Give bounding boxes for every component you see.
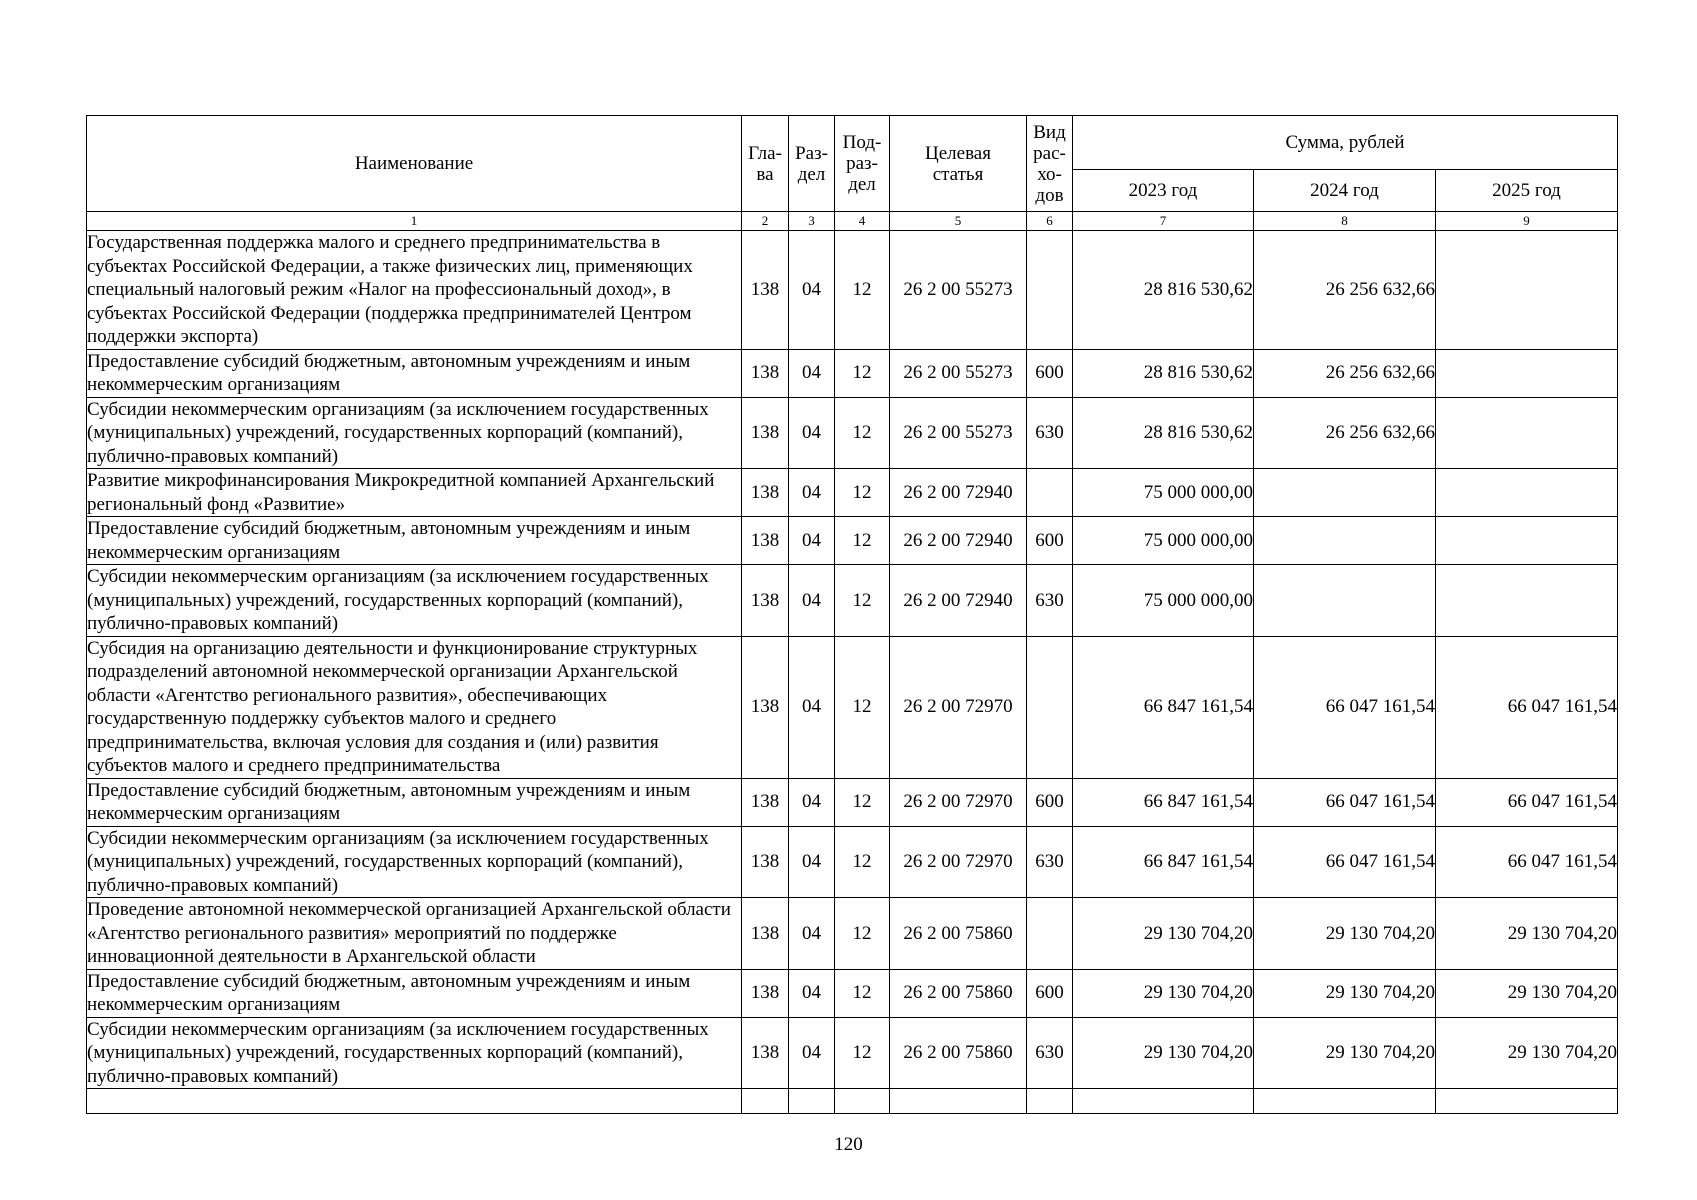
row-podrazdel: 12	[835, 517, 890, 565]
row-tselevaya-statya: 26 2 00 72970	[890, 778, 1027, 826]
row-glava: 138	[742, 1017, 789, 1089]
row-vid-raskhodov: 630	[1027, 1017, 1073, 1089]
row-tselevaya-statya: 26 2 00 75860	[890, 969, 1027, 1017]
row-glava: 138	[742, 565, 789, 637]
row-podrazdel: 12	[835, 826, 890, 898]
row-glava: 138	[742, 469, 789, 517]
row-sum-2025: 66 047 161,54	[1436, 826, 1618, 898]
row-razdel: 04	[789, 565, 835, 637]
col-number: 8	[1254, 212, 1436, 231]
row-glava: 138	[742, 517, 789, 565]
row-podrazdel: 12	[835, 636, 890, 778]
row-sum-2024: 66 047 161,54	[1254, 636, 1436, 778]
table-header	[87, 116, 1618, 212]
col-number: 3	[789, 212, 835, 231]
table-row	[87, 826, 1618, 898]
table-row	[87, 969, 1618, 1017]
row-glava: 138	[742, 636, 789, 778]
row-tselevaya-statya: 26 2 00 72940	[890, 565, 1027, 637]
empty-cell	[1436, 1089, 1618, 1114]
row-razdel: 04	[789, 469, 835, 517]
row-sum-2024: 66 047 161,54	[1254, 826, 1436, 898]
row-sum-2024	[1254, 565, 1436, 637]
header-name: Наименование	[87, 116, 742, 212]
row-vid-raskhodov	[1027, 636, 1073, 778]
empty-cell	[1254, 1089, 1436, 1114]
row-name: Субсидии некоммерческим организациям (за исключением государственных (муниципальных) учреждений, государственных корпораций (компаний), публично-правовых компаний)	[87, 1017, 742, 1089]
table-body	[87, 212, 1618, 1114]
row-sum-2024	[1254, 517, 1436, 565]
row-name: Субсидии некоммерческим организациям (за исключением государственных (муниципальных) учреждений, государственных корпораций (компаний), публично-правовых компаний)	[87, 397, 742, 469]
header-year-2025: 2025 год	[1436, 170, 1618, 212]
row-sum-2025	[1436, 349, 1618, 397]
budget-table	[86, 115, 1618, 1114]
empty-cell	[1027, 1089, 1073, 1114]
row-vid-raskhodov: 630	[1027, 565, 1073, 637]
row-tselevaya-statya: 26 2 00 72970	[890, 636, 1027, 778]
row-sum-2025	[1436, 517, 1618, 565]
col-number: 4	[835, 212, 890, 231]
row-sum-2023: 28 816 530,62	[1073, 231, 1254, 350]
row-podrazdel: 12	[835, 469, 890, 517]
row-razdel: 04	[789, 231, 835, 350]
page-number: 120	[834, 1134, 863, 1155]
empty-cell	[87, 1089, 742, 1114]
row-sum-2025	[1436, 565, 1618, 637]
row-podrazdel: 12	[835, 397, 890, 469]
empty-cell	[789, 1089, 835, 1114]
row-tselevaya-statya: 26 2 00 75860	[890, 1017, 1027, 1089]
empty-cell	[742, 1089, 789, 1114]
row-sum-2025	[1436, 397, 1618, 469]
row-razdel: 04	[789, 349, 835, 397]
row-sum-2023: 75 000 000,00	[1073, 517, 1254, 565]
row-sum-2024: 26 256 632,66	[1254, 231, 1436, 350]
row-glava: 138	[742, 397, 789, 469]
table-row	[87, 1017, 1618, 1089]
row-name: Проведение автономной некоммерческой организацией Архангельской области «Агентство регионального развития» мероприятий по поддержке инновационной деятельности в Архангельской области	[87, 898, 742, 970]
row-sum-2023: 66 847 161,54	[1073, 636, 1254, 778]
table-row	[87, 469, 1618, 517]
table-row	[87, 778, 1618, 826]
row-sum-2023: 75 000 000,00	[1073, 469, 1254, 517]
col-number: 5	[890, 212, 1027, 231]
row-glava: 138	[742, 778, 789, 826]
col-number: 2	[742, 212, 789, 231]
row-name: Предоставление субсидий бюджетным, автономным учреждениям и иным некоммерческим организациям	[87, 969, 742, 1017]
row-sum-2024	[1254, 469, 1436, 517]
header-glava: Гла- ва	[742, 116, 789, 212]
row-glava: 138	[742, 898, 789, 970]
row-podrazdel: 12	[835, 349, 890, 397]
row-vid-raskhodov	[1027, 469, 1073, 517]
row-sum-2023: 28 816 530,62	[1073, 349, 1254, 397]
row-tselevaya-statya: 26 2 00 72970	[890, 826, 1027, 898]
row-tselevaya-statya: 26 2 00 72940	[890, 469, 1027, 517]
row-razdel: 04	[789, 969, 835, 1017]
row-glava: 138	[742, 969, 789, 1017]
row-sum-2024: 29 130 704,20	[1254, 1017, 1436, 1089]
header-vid: Вид рас- хо- дов	[1027, 116, 1073, 212]
col-number: 1	[87, 212, 742, 231]
row-vid-raskhodov: 600	[1027, 349, 1073, 397]
header-razdel: Раз- дел	[789, 116, 835, 212]
row-name: Субсидии некоммерческим организациям (за исключением государственных (муниципальных) учреждений, государственных корпораций (компаний), публично-правовых компаний)	[87, 826, 742, 898]
row-vid-raskhodov: 600	[1027, 778, 1073, 826]
row-sum-2024: 26 256 632,66	[1254, 349, 1436, 397]
table-row	[87, 898, 1618, 970]
empty-cell	[1073, 1089, 1254, 1114]
row-glava: 138	[742, 826, 789, 898]
column-number-row	[87, 212, 1618, 231]
row-sum-2023: 28 816 530,62	[1073, 397, 1254, 469]
table-row	[87, 231, 1618, 350]
row-sum-2025: 66 047 161,54	[1436, 778, 1618, 826]
row-sum-2025: 29 130 704,20	[1436, 1017, 1618, 1089]
row-podrazdel: 12	[835, 778, 890, 826]
col-number: 9	[1436, 212, 1618, 231]
row-name: Государственная поддержка малого и среднего предпринимательства в субъектах Российской Федерации, а также физических лиц, применяющих специальный налоговый режим «Налог на профессиональный доход», в субъектах Российской Федерации (поддержка предпринимателей Центром поддержки экспорта)	[87, 231, 742, 350]
row-sum-2024: 29 130 704,20	[1254, 898, 1436, 970]
table-row	[87, 397, 1618, 469]
row-razdel: 04	[789, 397, 835, 469]
row-name: Предоставление субсидий бюджетным, автономным учреждениям и иным некоммерческим организациям	[87, 349, 742, 397]
table-row-empty	[87, 1089, 1618, 1114]
row-sum-2025: 29 130 704,20	[1436, 898, 1618, 970]
row-sum-2024: 26 256 632,66	[1254, 397, 1436, 469]
header-summa: Сумма, рублей	[1073, 116, 1618, 170]
row-sum-2023: 66 847 161,54	[1073, 778, 1254, 826]
row-podrazdel: 12	[835, 1017, 890, 1089]
row-podrazdel: 12	[835, 231, 890, 350]
row-tselevaya-statya: 26 2 00 55273	[890, 349, 1027, 397]
row-sum-2024: 66 047 161,54	[1254, 778, 1436, 826]
row-razdel: 04	[789, 636, 835, 778]
header-year-2023: 2023 год	[1073, 170, 1254, 212]
row-tselevaya-statya: 26 2 00 55273	[890, 231, 1027, 350]
row-vid-raskhodov	[1027, 231, 1073, 350]
table-row	[87, 517, 1618, 565]
row-sum-2025: 29 130 704,20	[1436, 969, 1618, 1017]
row-sum-2025	[1436, 469, 1618, 517]
row-name: Предоставление субсидий бюджетным, автономным учреждениям и иным некоммерческим организациям	[87, 517, 742, 565]
row-name: Развитие микрофинансирования Микрокредитной компанией Архангельский региональный фонд «Развитие»	[87, 469, 742, 517]
header-year-2024: 2024 год	[1254, 170, 1436, 212]
header-tselevaya: Целевая статья	[890, 116, 1027, 212]
row-razdel: 04	[789, 517, 835, 565]
row-sum-2023: 66 847 161,54	[1073, 826, 1254, 898]
empty-cell	[890, 1089, 1027, 1114]
row-vid-raskhodov: 600	[1027, 969, 1073, 1017]
row-sum-2023: 29 130 704,20	[1073, 1017, 1254, 1089]
row-vid-raskhodov: 600	[1027, 517, 1073, 565]
col-number: 6	[1027, 212, 1073, 231]
row-vid-raskhodov	[1027, 898, 1073, 970]
row-sum-2025	[1436, 231, 1618, 350]
row-tselevaya-statya: 26 2 00 75860	[890, 898, 1027, 970]
row-podrazdel: 12	[835, 969, 890, 1017]
empty-cell	[835, 1089, 890, 1114]
row-glava: 138	[742, 231, 789, 350]
row-vid-raskhodov: 630	[1027, 826, 1073, 898]
row-sum-2023: 29 130 704,20	[1073, 969, 1254, 1017]
row-glava: 138	[742, 349, 789, 397]
row-name: Предоставление субсидий бюджетным, автономным учреждениям и иным некоммерческим организациям	[87, 778, 742, 826]
row-razdel: 04	[789, 898, 835, 970]
row-podrazdel: 12	[835, 565, 890, 637]
table-row	[87, 636, 1618, 778]
table-row	[87, 565, 1618, 637]
row-tselevaya-statya: 26 2 00 55273	[890, 397, 1027, 469]
row-name: Субсидии некоммерческим организациям (за исключением государственных (муниципальных) учреждений, государственных корпораций (компаний), публично-правовых компаний)	[87, 565, 742, 637]
row-name: Субсидия на организацию деятельности и функционирование структурных подразделений автономной некоммерческой организации Архангельской области «Агентство регионального развития», обеспечивающих государственную поддержку субъектов малого и среднего предпринимательства, включая условия для создания и (или) развития субъектов малого и среднего предпринимательства	[87, 636, 742, 778]
row-sum-2023: 29 130 704,20	[1073, 898, 1254, 970]
row-sum-2023: 75 000 000,00	[1073, 565, 1254, 637]
row-vid-raskhodov: 630	[1027, 397, 1073, 469]
col-number: 7	[1073, 212, 1254, 231]
row-razdel: 04	[789, 826, 835, 898]
row-razdel: 04	[789, 1017, 835, 1089]
header-podrazdel: Под- раз- дел	[835, 116, 890, 212]
row-razdel: 04	[789, 778, 835, 826]
row-podrazdel: 12	[835, 898, 890, 970]
table-row	[87, 349, 1618, 397]
row-tselevaya-statya: 26 2 00 72940	[890, 517, 1027, 565]
row-sum-2024: 29 130 704,20	[1254, 969, 1436, 1017]
row-sum-2025: 66 047 161,54	[1436, 636, 1618, 778]
